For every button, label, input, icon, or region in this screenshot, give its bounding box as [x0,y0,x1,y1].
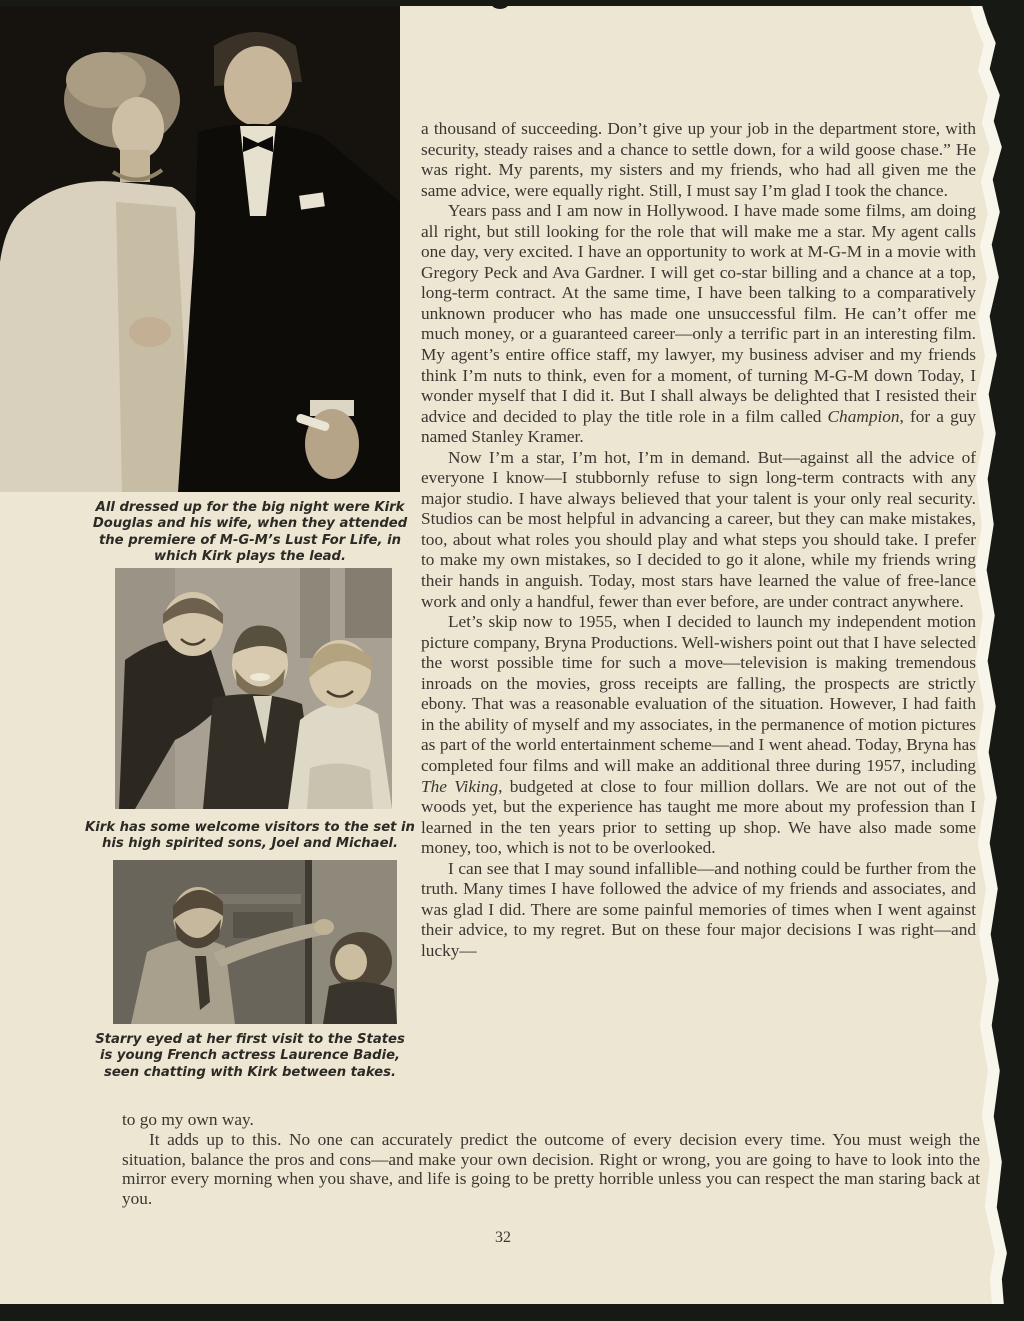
article-column [421,119,976,961]
caption-sons: Kirk has some welcome visitors to the set in his high spirited sons, Joel and Michael. [85,820,415,852]
photo-set-visit-image [113,860,397,1024]
scan-edge-notch [492,0,508,9]
scan-edge-bottom [0,1304,1024,1321]
page-number: 32 [495,1229,511,1246]
paragraph: a thousand of succeeding. Don’t give up your job in the department store, with security, steady raises and a chance to settle down, for a wild goose chase.” He was right. My parents, my sisters and my friends, who had all given me the same advice, were equally right. Still, I must say I’m glad I took the chance. [421,119,976,200]
paragraph: It adds up to this. No one can accurately predict the outcome of every decision every time. You must weigh the situation, balance the pros and cons—and make your own decision. Right or wrong, you are going to have to look into the mirror every morning when you shave, and life is going to be pretty horrible unless you can respect the man staring back at you. [122,1129,980,1209]
photo-sons [115,568,392,809]
photo-premiere [0,0,400,492]
paragraph: Now I’m a star, I’m hot, I’m in demand. But—against all the advice of everyone I know—I stubbornly refuse to sign long-term contracts with any major studio. I have always believed that your talent is your only real security. Studios can be most helpful in advancing a career, but they can make mistakes, too, about what roles you should play and what steps you should take. I prefer to make my own mistakes, so I decided to go it alone, while my friends wring their hands in anguish. Today, most stars have learned the value of free-lance work and only a handful, fewer than ever before, are under contract anywhere. [421,447,976,611]
paragraph: I can see that I may sound infallible—and nothing could be further from the truth. Many times I have followed the advice of my friends and associates, and was glad I did. There are some painful memories of times when I went against their advice, to my regret. But on these four major decisions I was right—and lucky— [421,858,976,960]
paragraph: to go my own way. [122,1110,254,1129]
caption-premiere: All dressed up for the big night were Kirk Douglas and his wife, when they attended the premiere of M-G-M’s Lust For Life, in which Kirk plays the lead. [92,500,408,565]
paragraph: Let’s skip now to 1955, when I decided to launch my independent motion picture company, Bryna Productions. Well-wishers point out that I have selected the worst possible time for such a move—television is making tremendous inroads on the movies, gross receipts are falling, the prospects are strictly ebony. That was a reasonable evaluation of the situation. However, I had faith in the ability of myself and my associates, in the permanence of motion pictures as part of the world entertainment scheme—and I went ahead. Today, Bryna has completed four films and will make an additional three during 1957, including The Viking, budgeted at close to four million dollars. We are not out of the woods yet, but the experience has taught me more about my profession than I learned in the ten years prior to setting up shop. We have also made some money, too, which is not to be overlooked. [421,612,976,858]
caption-set-visit: Starry eyed at her first visit to the States is young French actress Laurence Badie, seen chatting with Kirk between takes. [95,1032,405,1080]
photo-sons-image [115,568,392,809]
paragraph: Years pass and I am now in Hollywood. I have made some films, am doing all right, but still looking for the role that will make me a star. My agent calls one day, very excited. I have an opportunity to work at M-G-M in a movie with Gregory Peck and Ava Gardner. I will get co-star billing and a chance at a top, long-term contract. At the same time, I have been talking to a comparatively unknown producer who has made one unsuccessful film. He can’t offer me much money, or a guaranteed career—only a terrific part in an interesting film. My agent’s entire office staff, my lawyer, my business adviser and my friends think I’m nuts to think, even for a moment, of turning M-G-M down Today, I wonder myself that I did it. But I shall always be delighted that I resisted their advice and decided to play the title role in a film called Champion, for a guy named Stanley Kramer. [421,201,976,447]
photo-set-visit [113,860,397,1024]
photo-premiere-image [0,0,400,492]
scan-edge-top [0,0,1024,6]
article-bottom [122,1110,980,1209]
